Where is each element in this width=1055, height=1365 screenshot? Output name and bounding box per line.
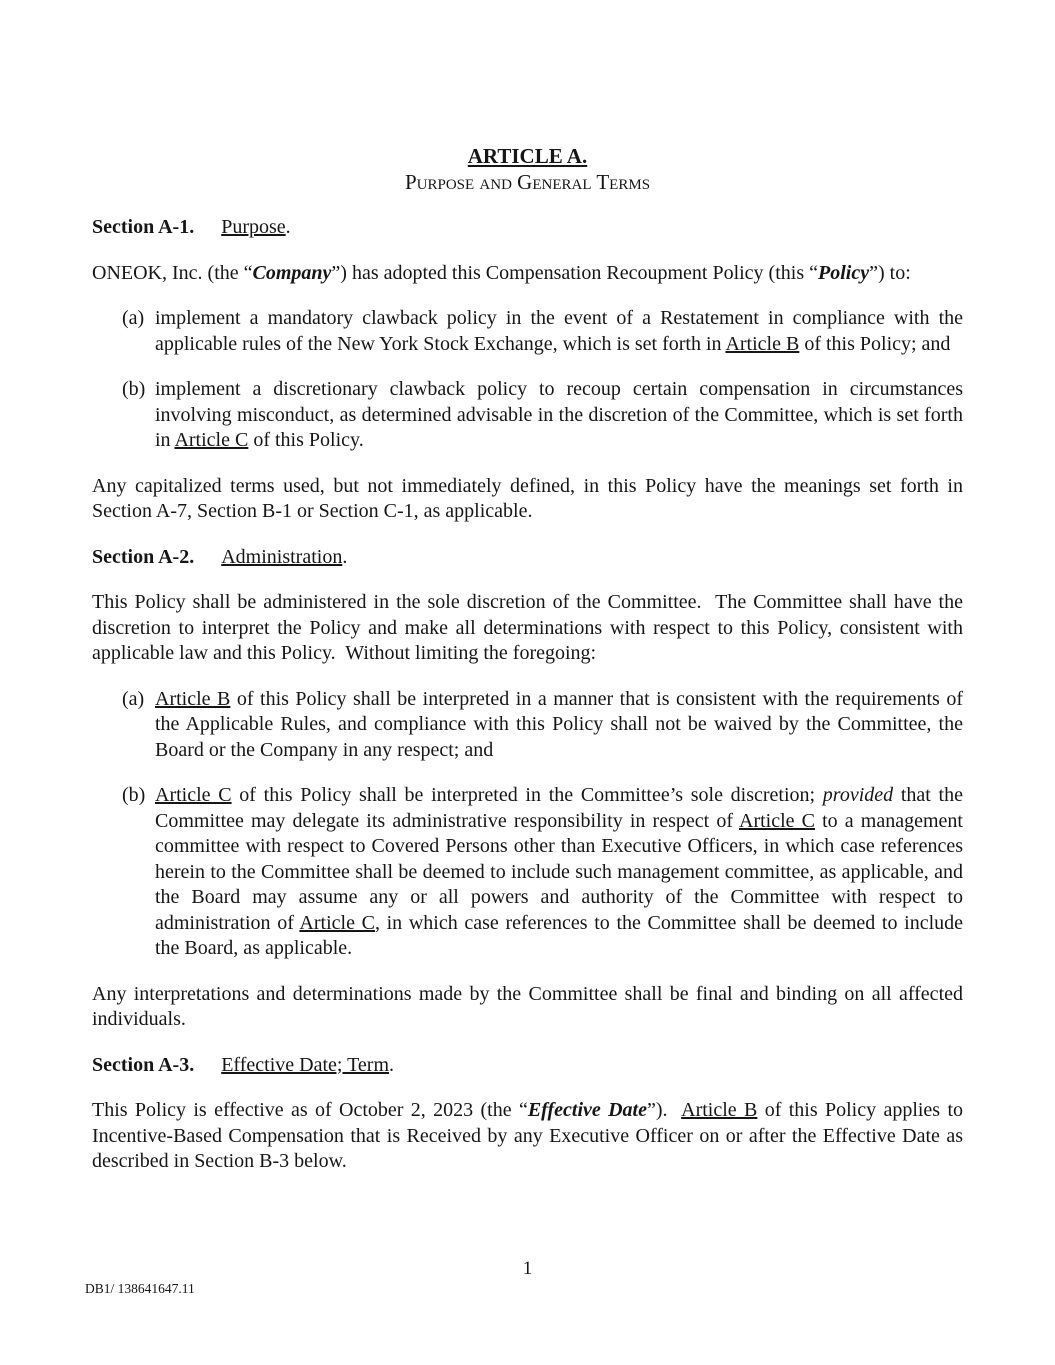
- article-title: [92, 144, 963, 170]
- list-marker: (b): [122, 378, 146, 400]
- list-item-a1-a: [92, 306, 968, 357]
- text-segment: of this Policy.: [248, 429, 364, 451]
- list-item-a2-a: [92, 687, 968, 764]
- text-segment: Any interpretations and determinations made by the Committee shall be final and binding on all affected individuals.: [92, 982, 968, 1030]
- cross-reference: Article B: [681, 1099, 758, 1121]
- text-segment: Policy: [818, 261, 870, 284]
- text-segment: Company: [252, 261, 332, 284]
- text-segment: ONEOK, Inc. (the “: [92, 261, 253, 284]
- list-item-text: [155, 784, 968, 959]
- article-title-text: ARTICLE A.: [467, 144, 588, 168]
- cross-reference: Article C: [739, 809, 815, 832]
- section-a3-suffix: .: [389, 1053, 395, 1076]
- text-segment: that the Committee may delegate its administrative responsibility in respect of: [155, 784, 968, 832]
- list-item-a1-b: [92, 377, 968, 454]
- text-segment: This Policy shall be administered in the sole discretion of the Committee. The Committee shall have the discretion to interpret the Policy and make all determinations with respect to this Policy, consistent with applicable law and this Policy. Without limiting the foregoing:: [92, 591, 968, 664]
- interpretations-paragraph: [92, 982, 968, 1033]
- cross-reference: Article B: [725, 332, 800, 355]
- text-segment: of this Policy shall be interpreted in a manner that is consistent with the requirements of the Applicable Rules, and compliance with this Policy shall not be waived by the Committee, the Board or the Company in any respect; and: [155, 687, 968, 761]
- list-marker: (a): [122, 307, 145, 329]
- section-a1-suffix: .: [285, 216, 291, 238]
- administration-paragraph: [92, 590, 968, 667]
- list-marker: (a): [122, 687, 145, 710]
- article-subtitle: Purpose and General Terms: [404, 169, 651, 194]
- document-id-footer: DB1/ 138641647.11: [85, 1281, 195, 1296]
- text-segment: ”) has adopted this Compensation Recoupment Policy (this “: [331, 261, 818, 284]
- section-a1-title: Purpose: [221, 216, 286, 238]
- text-segment: , in which case references to the Committee shall be deemed to include the Board, as applicable.: [155, 911, 969, 959]
- page-number: 1: [522, 1258, 533, 1279]
- text-segment: provided: [822, 784, 894, 806]
- list-item-text: [155, 307, 968, 355]
- list-item-a2-b: [92, 783, 969, 962]
- section-a1-label: Section A-1.: [92, 216, 195, 238]
- text-segment: This Policy is effective as of October 2, 2023 (the “: [92, 1099, 528, 1121]
- section-a2-suffix: .: [342, 545, 348, 568]
- text-segment: implement a discretionary clawback policy to recoup certain compensation in circumstances involving misconduct, as determined advisable in the discretion of the Committee, which is set forth in: [155, 378, 968, 451]
- cross-reference: Article C: [299, 911, 375, 934]
- cross-reference: Article B: [155, 687, 231, 710]
- capitalized-terms-paragraph: [92, 474, 968, 525]
- section-a3-title: Effective Date; Term: [221, 1053, 390, 1076]
- section-a2-label: Section A-2.: [92, 545, 195, 568]
- effective-date-paragraph: [92, 1098, 969, 1175]
- text-segment: of this Policy shall be interpreted in the Committee’s sole discretion;: [231, 784, 823, 806]
- section-a3-label: Section A-3.: [92, 1053, 195, 1076]
- cross-reference: Article C: [174, 429, 249, 451]
- section-a3-heading: [92, 1053, 963, 1079]
- section-a1-heading: [92, 215, 963, 241]
- text-segment: ”).: [646, 1099, 682, 1121]
- text-segment: of this Policy; and: [799, 332, 951, 355]
- text-segment: ”) to:: [869, 261, 911, 284]
- text-segment: Any capitalized terms used, but not immediately defined, in this Policy have the meanings set forth in Section A-7, Section B-1 or Section C-1, as applicable.: [92, 474, 968, 522]
- document-body: [92, 144, 969, 1195]
- intro-paragraph: [92, 261, 963, 287]
- section-a2-title: Administration: [221, 545, 343, 568]
- cross-reference: Article C: [155, 784, 232, 806]
- section-a2-heading: [92, 545, 963, 571]
- list-marker: (b): [122, 784, 146, 806]
- text-segment: implement a mandatory clawback policy in the event of a Restatement in compliance with the applicable rules of the New York Stock Exchange, which is set forth in: [155, 307, 968, 355]
- text-segment: of this Policy applies to Incentive-Based Compensation that is Received by any Executive Officer on or after the Effective Date as described in Section B-3 below.: [92, 1099, 969, 1172]
- list-item-text: [155, 378, 968, 451]
- text-segment: to a management committee with respect to Covered Persons other than Executive Officers, in which case references herein to the Committee shall be deemed to include such management committee, as applicable, and the Board may assume any or all powers and authority of the Committee with respect to administration of: [155, 809, 968, 934]
- list-item-text: [155, 688, 968, 761]
- text-segment: Effective Date: [527, 1099, 647, 1121]
